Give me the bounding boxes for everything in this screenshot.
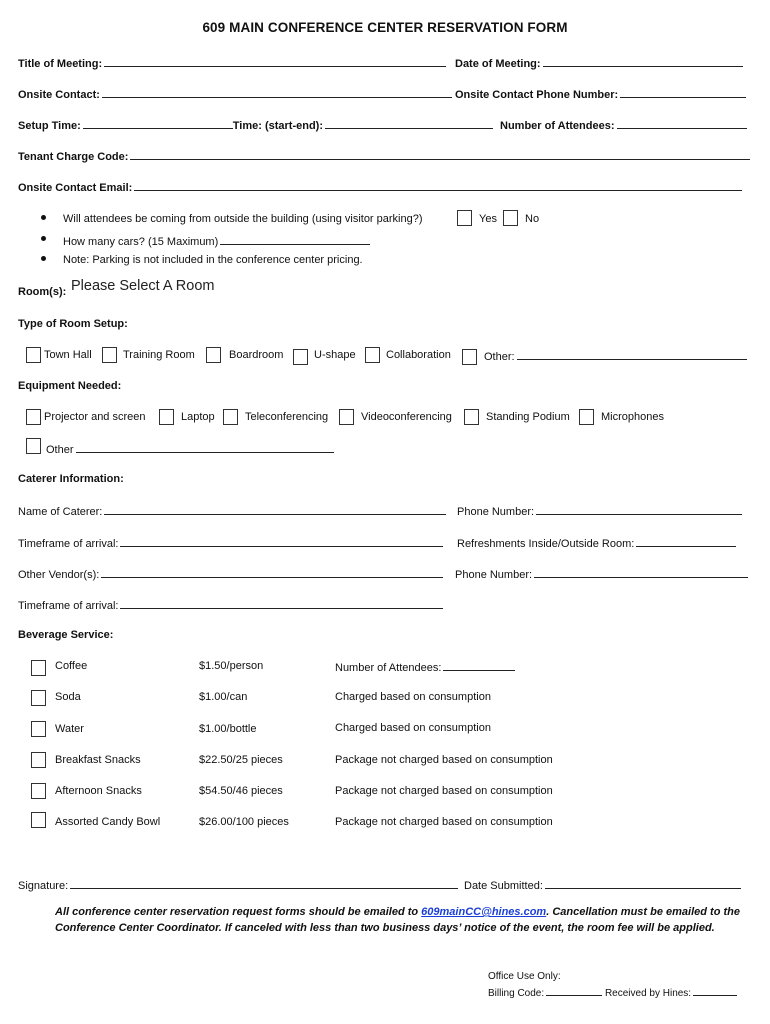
time-start-end-label: Time: (start-end):	[232, 120, 324, 132]
onsite-contact-email-label: Onsite Contact Email:	[18, 182, 133, 194]
beverage-item-price: $1.00/can	[199, 691, 248, 703]
room-setup-other-row	[484, 349, 747, 363]
onsite-contact-email-row	[18, 180, 742, 194]
bullet-icon	[41, 256, 46, 261]
beverage-item-price: $1.00/bottle	[199, 723, 257, 735]
equipment-label: Equipment Needed:	[18, 380, 122, 392]
beverage-item-price: $1.50/person	[199, 660, 264, 672]
name-of-caterer-label: Name of Caterer:	[18, 506, 103, 518]
signature-row	[18, 878, 458, 892]
signature-field[interactable]	[70, 878, 458, 889]
parking-yes-label: Yes	[479, 213, 497, 225]
form-title: 609 MAIN CONFERENCE CENTER RESERVATION FORM	[202, 20, 568, 35]
received-by-label: Received by Hines:	[604, 988, 692, 999]
beverage-item-name: Assorted Candy Bowl	[55, 816, 161, 828]
beverage-item-note: Number of Attendees:	[335, 662, 442, 674]
setup-time-label: Setup Time:	[18, 120, 81, 132]
parking-no-checkbox[interactable]	[503, 210, 518, 226]
equipment-option-label: Teleconferencing	[245, 411, 329, 423]
tenant-charge-code-label: Tenant Charge Code:	[18, 151, 129, 163]
room-setup-option-label: Boardroom	[229, 349, 284, 361]
room-setup-checkbox[interactable]	[365, 347, 380, 363]
caterer-phone-row	[457, 504, 742, 518]
room-setup-checkbox[interactable]	[26, 347, 41, 363]
room-setup-option-label: Other:	[484, 351, 515, 363]
date-submitted-label: Date Submitted:	[464, 880, 543, 892]
signature-label: Signature:	[18, 880, 69, 892]
beverage-attendees-row	[335, 660, 515, 674]
room-setup-option-label: Training Room	[123, 349, 195, 361]
beverage-item-name: Afternoon Snacks	[55, 785, 142, 797]
title-of-meeting-field[interactable]	[104, 56, 446, 67]
beverage-item-name: Coffee	[55, 660, 88, 672]
onsite-contact-phone-label: Onsite Contact Phone Number:	[455, 89, 619, 101]
equipment-other-checkbox[interactable]	[26, 438, 41, 454]
vendor-phone-field[interactable]	[534, 567, 748, 578]
bullet-icon	[41, 215, 46, 220]
footer-text-after: . Cancellation must be emailed to the Conference Center Coordinator. If canceled with less than two business days’ notice of the event, the room fee will be applied.	[55, 906, 740, 934]
parking-cars-row	[63, 234, 370, 248]
caterer-phone-field[interactable]	[536, 504, 742, 515]
equipment-checkbox[interactable]	[159, 409, 174, 425]
date-of-meeting-label: Date of Meeting:	[455, 58, 541, 70]
beverage-checkbox[interactable]	[31, 812, 46, 828]
onsite-contact-row	[18, 87, 452, 101]
timeframe-field[interactable]	[120, 536, 443, 547]
timeframe-2-row	[18, 598, 443, 612]
room-setup-option-label: Town Hall	[44, 349, 92, 361]
number-of-attendees-row	[500, 118, 747, 132]
equipment-checkbox[interactable]	[223, 409, 238, 425]
bullet-icon	[41, 236, 46, 241]
office-use-row	[488, 985, 737, 999]
number-of-attendees-label: Number of Attendees:	[500, 120, 615, 132]
beverage-item-note: Charged based on consumption	[335, 722, 491, 734]
title-of-meeting-row	[18, 56, 446, 70]
footer-notice	[55, 904, 745, 936]
timeframe-2-label: Timeframe of arrival:	[18, 600, 119, 612]
onsite-contact-field[interactable]	[102, 87, 452, 98]
billing-code-label: Billing Code:	[488, 988, 545, 999]
equipment-other-label: Other	[46, 444, 74, 456]
other-vendors-label: Other Vendor(s):	[18, 569, 100, 581]
setup-time-row	[18, 118, 493, 132]
parking-question: Will attendees be coming from outside the building (using visitor parking?)	[63, 213, 423, 225]
beverage-checkbox[interactable]	[31, 690, 46, 706]
date-of-meeting-field[interactable]	[543, 56, 743, 67]
beverage-item-price: $26.00/100 pieces	[199, 816, 289, 828]
room-setup-label: Type of Room Setup:	[18, 318, 128, 330]
beverage-item-price: $22.50/25 pieces	[199, 754, 283, 766]
equipment-option-label: Microphones	[601, 411, 664, 423]
refreshments-row	[457, 536, 736, 550]
vendor-phone-row	[455, 567, 748, 581]
date-of-meeting-row	[455, 56, 743, 70]
equipment-other-row	[46, 442, 334, 456]
onsite-contact-label: Onsite Contact:	[18, 89, 100, 101]
equipment-other-field[interactable]	[76, 442, 334, 453]
beverage-item-note: Charged based on consumption	[335, 691, 491, 703]
onsite-contact-email-field[interactable]	[134, 180, 742, 191]
room-setup-other-field[interactable]	[517, 349, 747, 360]
beverage-checkbox[interactable]	[31, 660, 46, 676]
beverage-item-note: Package not charged based on consumption	[335, 785, 553, 797]
room-setup-checkbox[interactable]	[102, 347, 117, 363]
onsite-contact-phone-row	[455, 87, 746, 101]
beverage-item-name: Breakfast Snacks	[55, 754, 141, 766]
refreshments-label: Refreshments Inside/Outside Room:	[457, 538, 635, 550]
beverage-label: Beverage Service:	[18, 629, 114, 641]
room-setup-checkbox[interactable]	[293, 349, 308, 365]
equipment-option-label: Laptop	[181, 411, 215, 423]
parking-note: Note: Parking is not included in the conference center pricing.	[63, 254, 363, 266]
title-of-meeting-label: Title of Meeting:	[18, 58, 103, 70]
beverage-item-note: Package not charged based on consumption	[335, 816, 553, 828]
equipment-checkbox[interactable]	[339, 409, 354, 425]
date-submitted-field[interactable]	[545, 878, 741, 889]
email-link[interactable]: 609mainCC@hines.com	[421, 906, 547, 918]
beverage-checkbox[interactable]	[31, 752, 46, 768]
setup-time-field[interactable]	[83, 118, 233, 129]
equipment-checkbox[interactable]	[26, 409, 41, 425]
date-submitted-row	[464, 878, 741, 892]
refreshments-field[interactable]	[636, 536, 736, 547]
tenant-charge-code-row	[18, 149, 750, 163]
timeframe-label: Timeframe of arrival:	[18, 538, 119, 550]
name-of-caterer-row	[18, 504, 446, 518]
caterer-phone-label: Phone Number:	[457, 506, 535, 518]
parking-cars-field[interactable]	[220, 234, 370, 245]
onsite-contact-phone-field[interactable]	[620, 87, 746, 98]
other-vendors-row	[18, 567, 443, 581]
received-by-field[interactable]	[693, 985, 737, 996]
room-setup-checkbox[interactable]	[462, 349, 477, 365]
office-use-label: Office Use Only:	[488, 971, 561, 982]
beverage-item-name: Soda	[55, 691, 81, 703]
parking-cars-label: How many cars? (15 Maximum)	[63, 236, 219, 248]
name-of-caterer-field[interactable]	[104, 504, 446, 515]
coffee-attendees-field[interactable]	[443, 660, 515, 671]
parking-no-label: No	[525, 213, 540, 225]
timeframe-row	[18, 536, 443, 550]
other-vendors-field[interactable]	[101, 567, 443, 578]
equipment-option-label: Videoconferencing	[361, 411, 452, 423]
room-setup-option-label: U-shape	[314, 349, 356, 361]
number-of-attendees-field[interactable]	[617, 118, 747, 129]
beverage-item-name: Water	[55, 723, 84, 735]
time-start-end-field[interactable]	[325, 118, 493, 129]
tenant-charge-code-field[interactable]	[130, 149, 750, 160]
equipment-checkbox[interactable]	[464, 409, 479, 425]
vendor-phone-label: Phone Number:	[455, 569, 533, 581]
room-setup-checkbox[interactable]	[206, 347, 221, 363]
beverage-item-price: $54.50/46 pieces	[199, 785, 283, 797]
timeframe-2-field[interactable]	[120, 598, 443, 609]
footer-text-before: All conference center reservation request forms should be emailed to	[55, 906, 422, 918]
parking-yes-checkbox[interactable]	[457, 210, 472, 226]
beverage-checkbox[interactable]	[31, 783, 46, 799]
room-setup-option-label: Collaboration	[386, 349, 451, 361]
beverage-checkbox[interactable]	[31, 721, 46, 737]
equipment-option-label: Projector and screen	[44, 411, 146, 423]
beverage-item-note: Package not charged based on consumption	[335, 754, 553, 766]
caterer-label: Caterer Information:	[18, 473, 124, 485]
equipment-option-label: Standing Podium	[486, 411, 570, 423]
rooms-label: Room(s):	[18, 286, 67, 298]
room-select[interactable]: Please Select A Room	[71, 278, 215, 294]
billing-code-field[interactable]	[546, 985, 602, 996]
equipment-checkbox[interactable]	[579, 409, 594, 425]
